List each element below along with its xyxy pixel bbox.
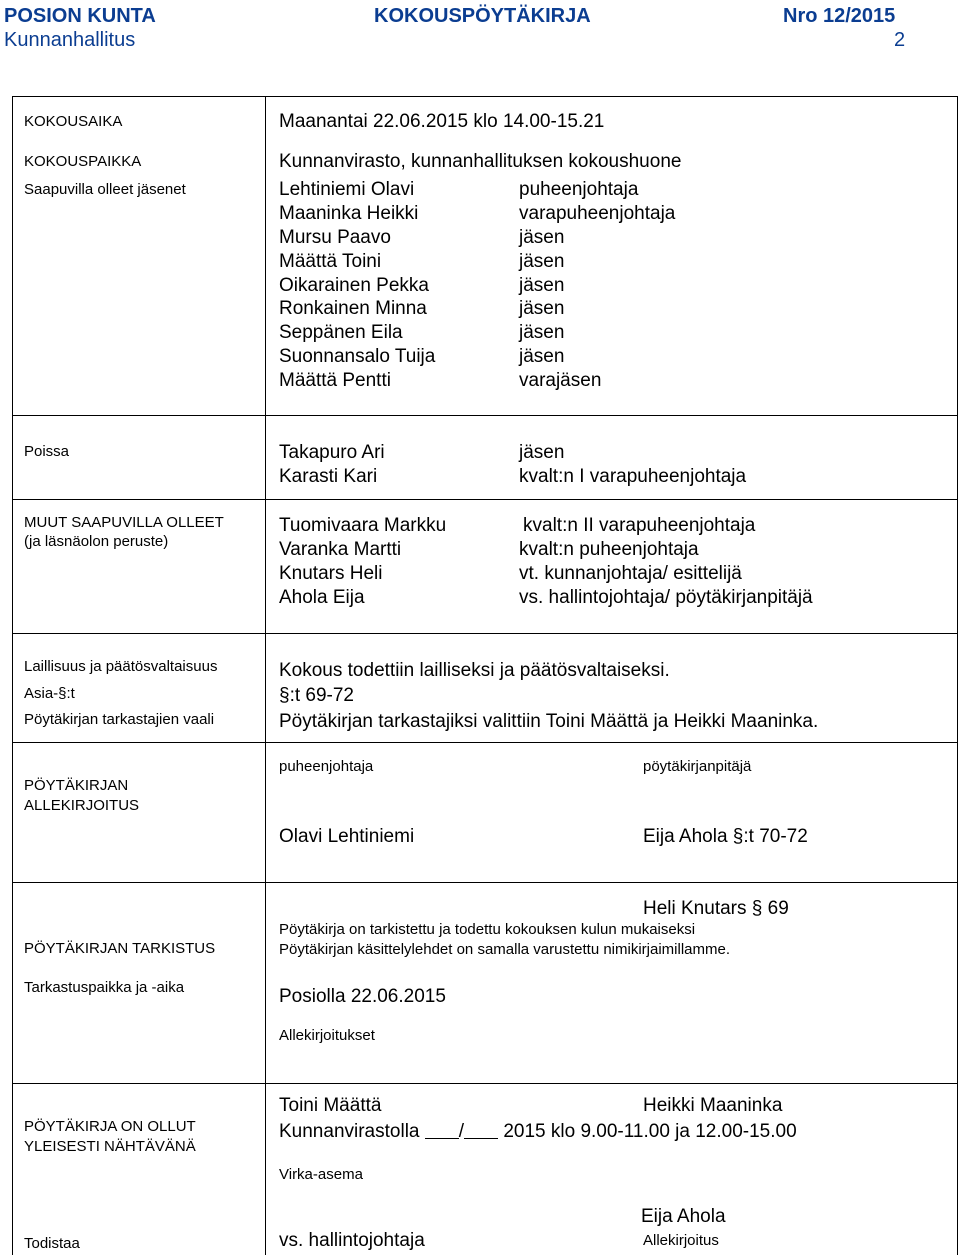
member-role: jäsen	[519, 322, 565, 343]
member-role: jäsen	[519, 346, 565, 367]
meeting-place-label: KOKOUSPAIKKA	[24, 153, 142, 170]
legality-label: Laillisuus ja päätösvaltaisuus	[24, 658, 218, 675]
other-role: kvalt:n II varapuheenjohtaja	[523, 515, 756, 536]
absent-label: Poissa	[24, 443, 70, 460]
rule-3	[12, 633, 958, 634]
secretary-name	[643, 827, 808, 846]
secretary-title: pöytäkirjanpitäjä	[643, 758, 752, 775]
rule-6	[12, 1083, 958, 1084]
checkers-value: Pöytäkirjan tarkastajiksi valittiin Toini Määttä ja Heikki Maaninka.	[279, 711, 819, 732]
secretary-sections: §:t 70-72	[732, 826, 808, 847]
member-name: Ronkainen Minna	[279, 298, 427, 319]
member-role: puheenjohtaja	[519, 179, 639, 200]
member-name: Lehtiniemi Olavi	[279, 179, 415, 200]
review-signatures-label: Allekirjoitukset	[279, 1027, 375, 1044]
frame-right	[957, 96, 958, 1255]
other-name: Knutars Heli	[279, 563, 383, 584]
body-name: Kunnanhallitus	[4, 29, 136, 51]
rule-2	[12, 499, 958, 500]
member-name: Oikarainen Pekka	[279, 275, 429, 296]
member-role: jäsen	[519, 227, 565, 248]
public-sublabel: YLEISESTI NÄHTÄVÄNÄ	[24, 1138, 196, 1155]
member-role: varapuheenjohtaja	[519, 203, 676, 224]
other-role: vs. hallintojohtaja/ pöytäkirjanpitäjä	[519, 587, 813, 608]
doc-number: Nro 12/2015	[783, 5, 896, 27]
page-number: 2	[894, 29, 906, 51]
member-role: varajäsen	[519, 370, 602, 391]
items-label: Asia-§:t	[24, 685, 75, 702]
chair-title: puheenjohtaja	[279, 758, 374, 775]
review-text-line2: Pöytäkirjan käsittelylehdet on samalla varustettu nimikirjaimillamme.	[279, 941, 731, 958]
chair-name: Olavi Lehtiniemi	[279, 826, 415, 847]
member-name: Maaninka Heikki	[279, 203, 419, 224]
public-label: PÖYTÄKIRJA ON OLLUT	[24, 1118, 196, 1135]
absent-name: Takapuro Ari	[279, 442, 385, 463]
member-role: jäsen	[519, 275, 565, 296]
other-name: Ahola Eija	[279, 587, 365, 608]
other-role: vt. kunnanjohtaja/ esittelijä	[519, 563, 742, 584]
other-role: kvalt:n puheenjohtaja	[519, 539, 699, 560]
present-label: Saapuvilla olleet jäsenet	[24, 181, 186, 198]
others-label: MUUT SAAPUVILLA OLLEET	[24, 514, 224, 531]
review-place-time-value: Posiolla 22.06.2015	[279, 986, 446, 1007]
signature-label: PÖYTÄKIRJAN	[24, 777, 129, 794]
member-name: Määttä Toini	[279, 251, 382, 272]
member-name: Seppänen Eila	[279, 322, 403, 343]
review-label: PÖYTÄKIRJAN TARKISTUS	[24, 940, 216, 957]
frame-top	[12, 96, 958, 97]
rule-1	[12, 415, 958, 416]
frame-left	[12, 96, 13, 1255]
date-slash: /	[458, 1121, 465, 1142]
meeting-place-value: Kunnanvirasto, kunnanhallituksen kokoushuone	[279, 151, 682, 172]
member-role: jäsen	[519, 298, 565, 319]
review-place-time-label: Tarkastuspaikka ja -aika	[24, 979, 185, 996]
other-name: Varanka Martti	[279, 539, 402, 560]
public-location-suffix: 2015 klo 9.00-11.00 ja 12.00-15.00	[503, 1121, 797, 1142]
member-name: Mursu Paavo	[279, 227, 391, 248]
certify-label: Todistaa	[24, 1235, 80, 1252]
office-label: Virka-asema	[279, 1166, 363, 1183]
signature-sublabel: ALLEKIRJOITUS	[24, 797, 140, 814]
rule-4	[12, 742, 958, 743]
public-signer-2: Heikki Maaninka	[643, 1095, 783, 1116]
others-sublabel: (ja läsnäolon peruste)	[24, 533, 169, 550]
other-name: Tuomivaara Markku	[279, 515, 447, 536]
checkers-label: Pöytäkirjan tarkastajien vaali	[24, 711, 215, 728]
alt-secretary	[643, 899, 789, 918]
month-blank	[464, 1122, 498, 1139]
absent-name: Karasti Kari	[279, 466, 378, 487]
certifier-name: Eija Ahola	[641, 1206, 726, 1227]
day-blank	[425, 1122, 459, 1139]
items-value: §:t 69-72	[279, 685, 354, 706]
meeting-time-value: Maanantai 22.06.2015 klo 14.00-15.21	[279, 111, 605, 132]
certifier-title: vs. hallintojohtaja	[279, 1230, 425, 1251]
rule-5	[12, 882, 958, 883]
meeting-time-label: KOKOUSAIKA	[24, 113, 123, 130]
org-name: POSION KUNTA	[4, 5, 156, 27]
public-location-prefix: Kunnanvirastolla	[279, 1121, 420, 1142]
secretary-name-text: Eija Ahola	[643, 826, 728, 847]
review-text-line1: Pöytäkirja on tarkistettu ja todettu kokouksen kulun mukaiseksi	[279, 921, 696, 938]
member-role: jäsen	[519, 251, 565, 272]
alt-secretary-section: § 69	[751, 898, 789, 919]
public-location	[279, 1122, 797, 1141]
absent-role: kvalt:n I varapuheenjohtaja	[519, 466, 747, 487]
public-signer-1: Toini Määttä	[279, 1095, 382, 1116]
column-divider	[265, 96, 266, 1255]
certifier-signature-label: Allekirjoitus	[643, 1232, 719, 1249]
alt-secretary-name: Heli Knutars	[643, 898, 747, 919]
legality-value: Kokous todettiin lailliseksi ja päätösvaltaiseksi.	[279, 660, 670, 681]
doc-type: KOKOUSPÖYTÄKIRJA	[374, 5, 591, 27]
member-name: Määttä Pentti	[279, 370, 391, 391]
member-name: Suonnansalo Tuija	[279, 346, 436, 367]
absent-role: jäsen	[519, 442, 565, 463]
